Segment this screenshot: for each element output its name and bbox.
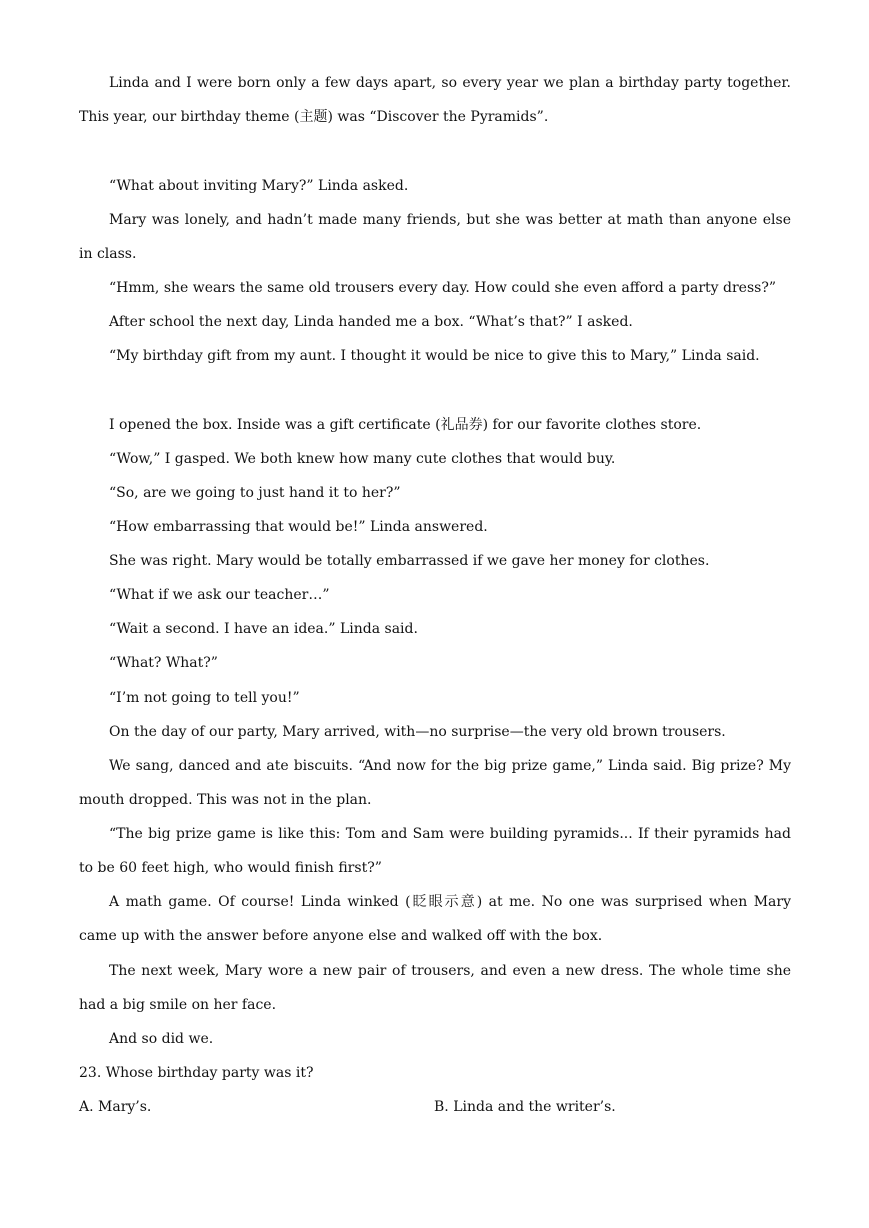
paragraph-21: And so did we.	[109, 1031, 214, 1047]
paragraph-6: “My birthday gift from my aunt. I thought it would be nice to give this to Mary,” Linda said.	[109, 348, 760, 364]
paragraph-13: “Wait a second. I have an idea.” Linda said.	[109, 621, 418, 637]
paragraph-1: Linda and I were born only a few days apart, so every year we plan a birthday party together. This year, our birthday theme (主题) was “Discover the Pyramids”.	[79, 75, 791, 125]
paragraph-12: “What if we ask our teacher…”	[109, 587, 330, 603]
option-a: A. Mary’s.	[79, 1099, 152, 1115]
paragraph-9: “So, are we going to just hand it to her?”	[109, 485, 401, 501]
paragraph-3: Mary was lonely, and hadn’t made many friends, but she was better at math than anyone else in class.	[79, 212, 791, 262]
paragraph-18: “The big prize game is like this: Tom and Sam were building pyramids... If their pyramids had to be 60 feet high, who would finish first?”	[79, 826, 791, 876]
paragraph-17: We sang, danced and ate biscuits. “And now for the big prize game,” Linda said. Big prize? My mouth dropped. This was not in the plan.	[79, 758, 791, 808]
paragraph-20: The next week, Mary wore a new pair of trousers, and even a new dress. The whole time she had a big smile on her face.	[79, 963, 791, 1013]
paragraph-10: “How embarrassing that would be!” Linda answered.	[109, 519, 488, 535]
question-stem: 23. Whose birthday party was it?	[79, 1065, 314, 1081]
paragraph-15: “I’m not going to tell you!”	[109, 690, 300, 706]
paragraph-14: “What? What?”	[109, 655, 218, 671]
paragraph-2: “What about inviting Mary?” Linda asked.	[109, 178, 409, 194]
paragraph-5: After school the next day, Linda handed me a box. “What’s that?” I asked.	[109, 314, 633, 330]
paragraph-19: A math game. Of course! Linda winked (眨眼示意) at me. No one was surprised when Mary came up with the answer before anyone else and walked off with the box.	[79, 894, 791, 944]
paragraph-11: She was right. Mary would be totally embarrassed if we gave her money for clothes.	[109, 553, 710, 569]
paragraph-7: I opened the box. Inside was a gift certificate (礼品券) for our favorite clothes store.	[109, 417, 702, 433]
paragraph-8: “Wow,” I gasped. We both knew how many cute clothes that would buy.	[109, 451, 616, 467]
option-b: B. Linda and the writer’s.	[434, 1099, 616, 1115]
paragraph-16: On the day of our party, Mary arrived, with—no surprise—the very old brown trousers.	[109, 724, 726, 740]
paragraph-4: “Hmm, she wears the same old trousers every day. How could she even afford a party dress?”	[109, 280, 776, 296]
